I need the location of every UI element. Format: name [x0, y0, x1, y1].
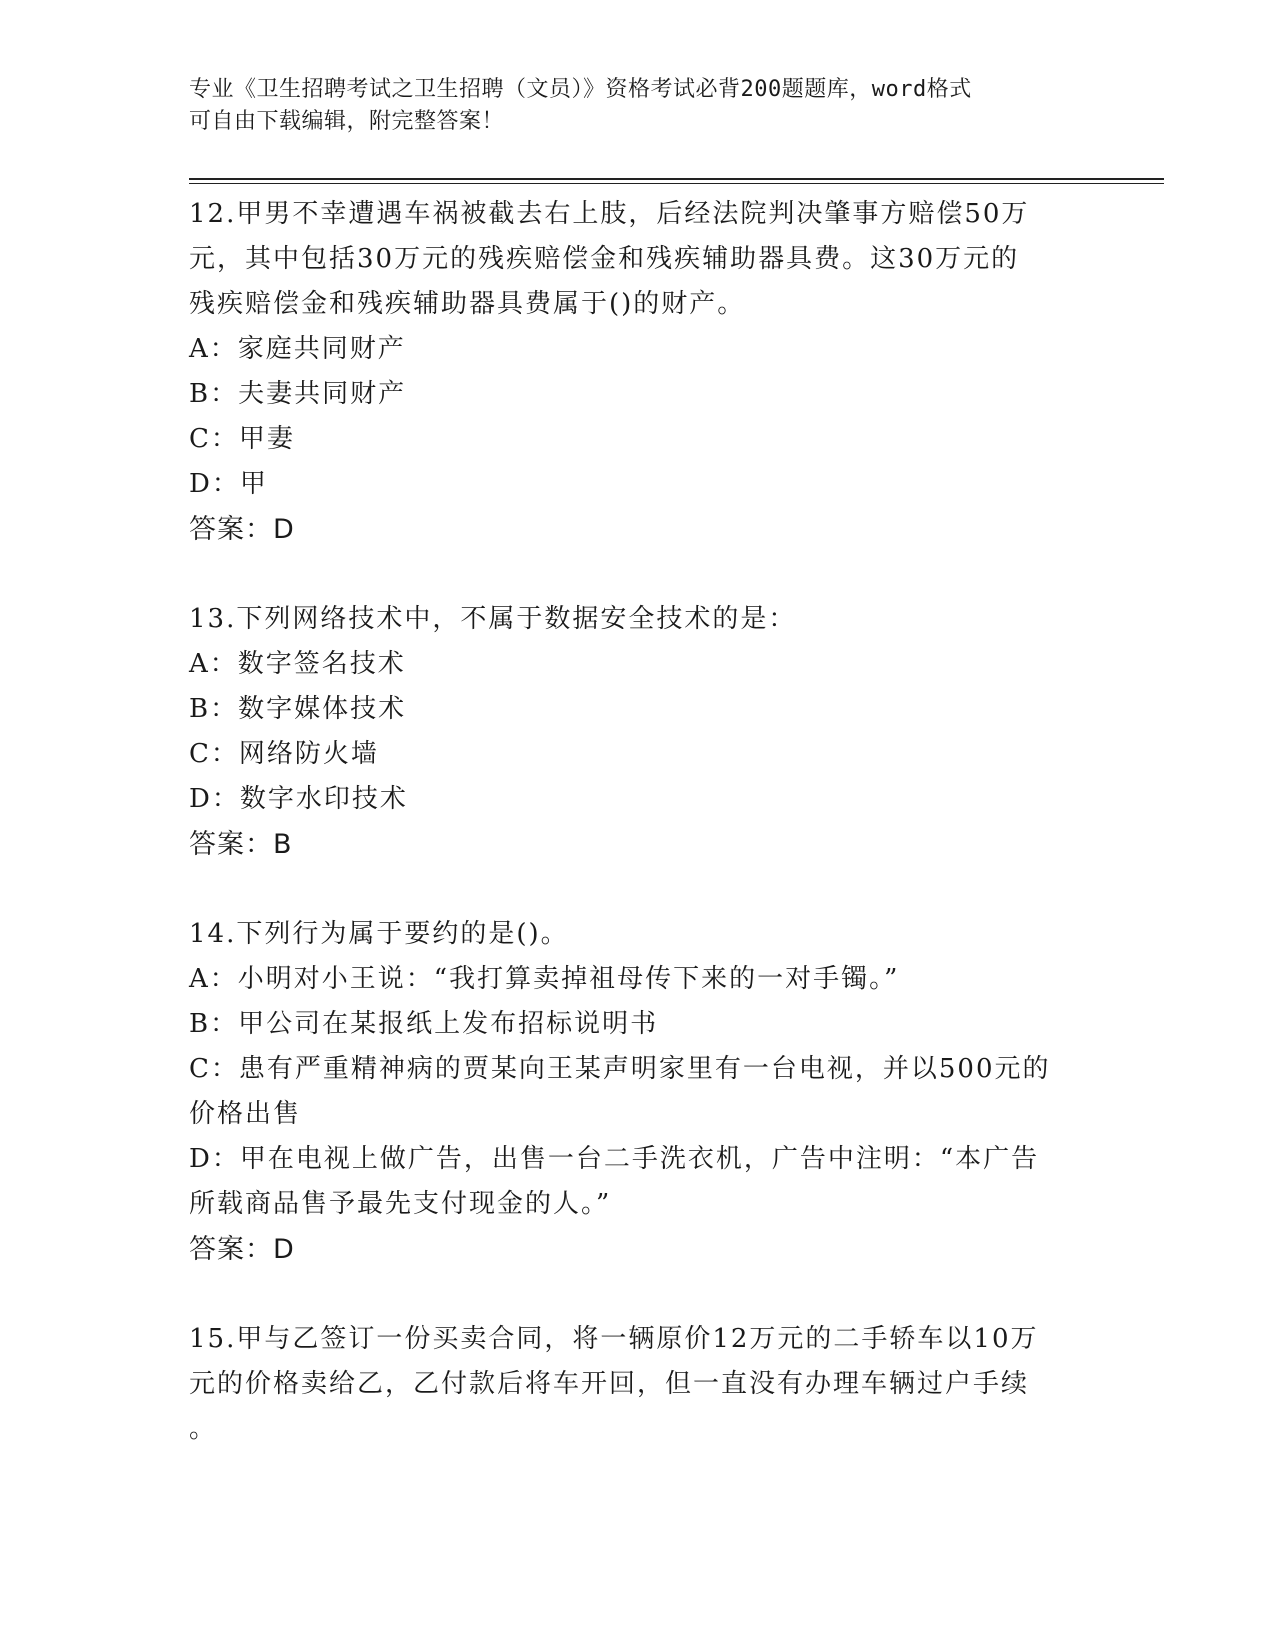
question-option: A：小明对小王说：“我打算卖掉祖母传下来的一对手镯。”	[189, 964, 900, 994]
question-item	[189, 597, 1089, 867]
question-answer: 答案：B	[189, 829, 293, 860]
question-stem-line: 13.下列网络技术中，不属于数据安全技术的是：	[189, 604, 797, 634]
question-stem-line: 残疾赔偿金和残疾辅助器具费属于()的财产。	[189, 289, 746, 319]
document-header	[189, 74, 1069, 138]
question-spacer	[189, 552, 1089, 597]
question-option: A：家庭共同财产	[189, 334, 406, 364]
question-option: D：数字水印技术	[189, 784, 408, 814]
question-option: C：网络防火墙	[189, 739, 379, 769]
question-option: C：患有严重精神病的贾某向王某声明家里有一台电视，并以500元的	[189, 1054, 1051, 1084]
question-option: A：数字签名技术	[189, 649, 406, 679]
question-option: D：甲	[189, 469, 268, 499]
question-option: 所载商品售予最先支付现金的人。”	[189, 1189, 612, 1219]
question-stem-line: 元，其中包括30万元的残疾赔偿金和残疾辅助器具费。这30万元的	[189, 244, 1020, 274]
header-line-1: 专业《卫生招聘考试之卫生招聘（文员）》资格考试必背200题题库，word格式	[189, 77, 972, 102]
question-list	[189, 192, 1089, 1452]
question-option: B：甲公司在某报纸上发布招标说明书	[189, 1009, 659, 1039]
question-stem-line: 12.甲男不幸遭遇车祸被截去右上肢，后经法院判决肇事方赔偿50万	[189, 199, 1030, 229]
question-option: 价格出售	[189, 1099, 302, 1129]
question-option: B：夫妻共同财产	[189, 379, 407, 409]
header-line-2: 可自由下载编辑，附完整答案！	[189, 109, 505, 134]
question-answer: 答案：D	[189, 1234, 295, 1265]
question-item	[189, 1317, 1089, 1452]
question-spacer	[189, 1272, 1089, 1317]
header-divider	[189, 178, 1164, 184]
question-item	[189, 912, 1089, 1272]
question-spacer	[189, 867, 1089, 912]
question-option: B：数字媒体技术	[189, 694, 407, 724]
question-answer: 答案：D	[189, 514, 295, 545]
question-item	[189, 192, 1089, 552]
question-stem-line: 14.下列行为属于要约的是()。	[189, 919, 569, 949]
question-stem-line: 元的价格卖给乙，乙付款后将车开回，但一直没有办理车辆过户手续	[189, 1369, 1030, 1399]
question-stem-line: 。	[189, 1414, 218, 1444]
question-stem-line: 15.甲与乙签订一份买卖合同，将一辆原价12万元的二手轿车以10万	[189, 1324, 1039, 1354]
question-option: D：甲在电视上做广告，出售一台二手洗衣机，广告中注明：“本广告	[189, 1144, 1040, 1174]
question-option: C：甲妻	[189, 424, 295, 454]
